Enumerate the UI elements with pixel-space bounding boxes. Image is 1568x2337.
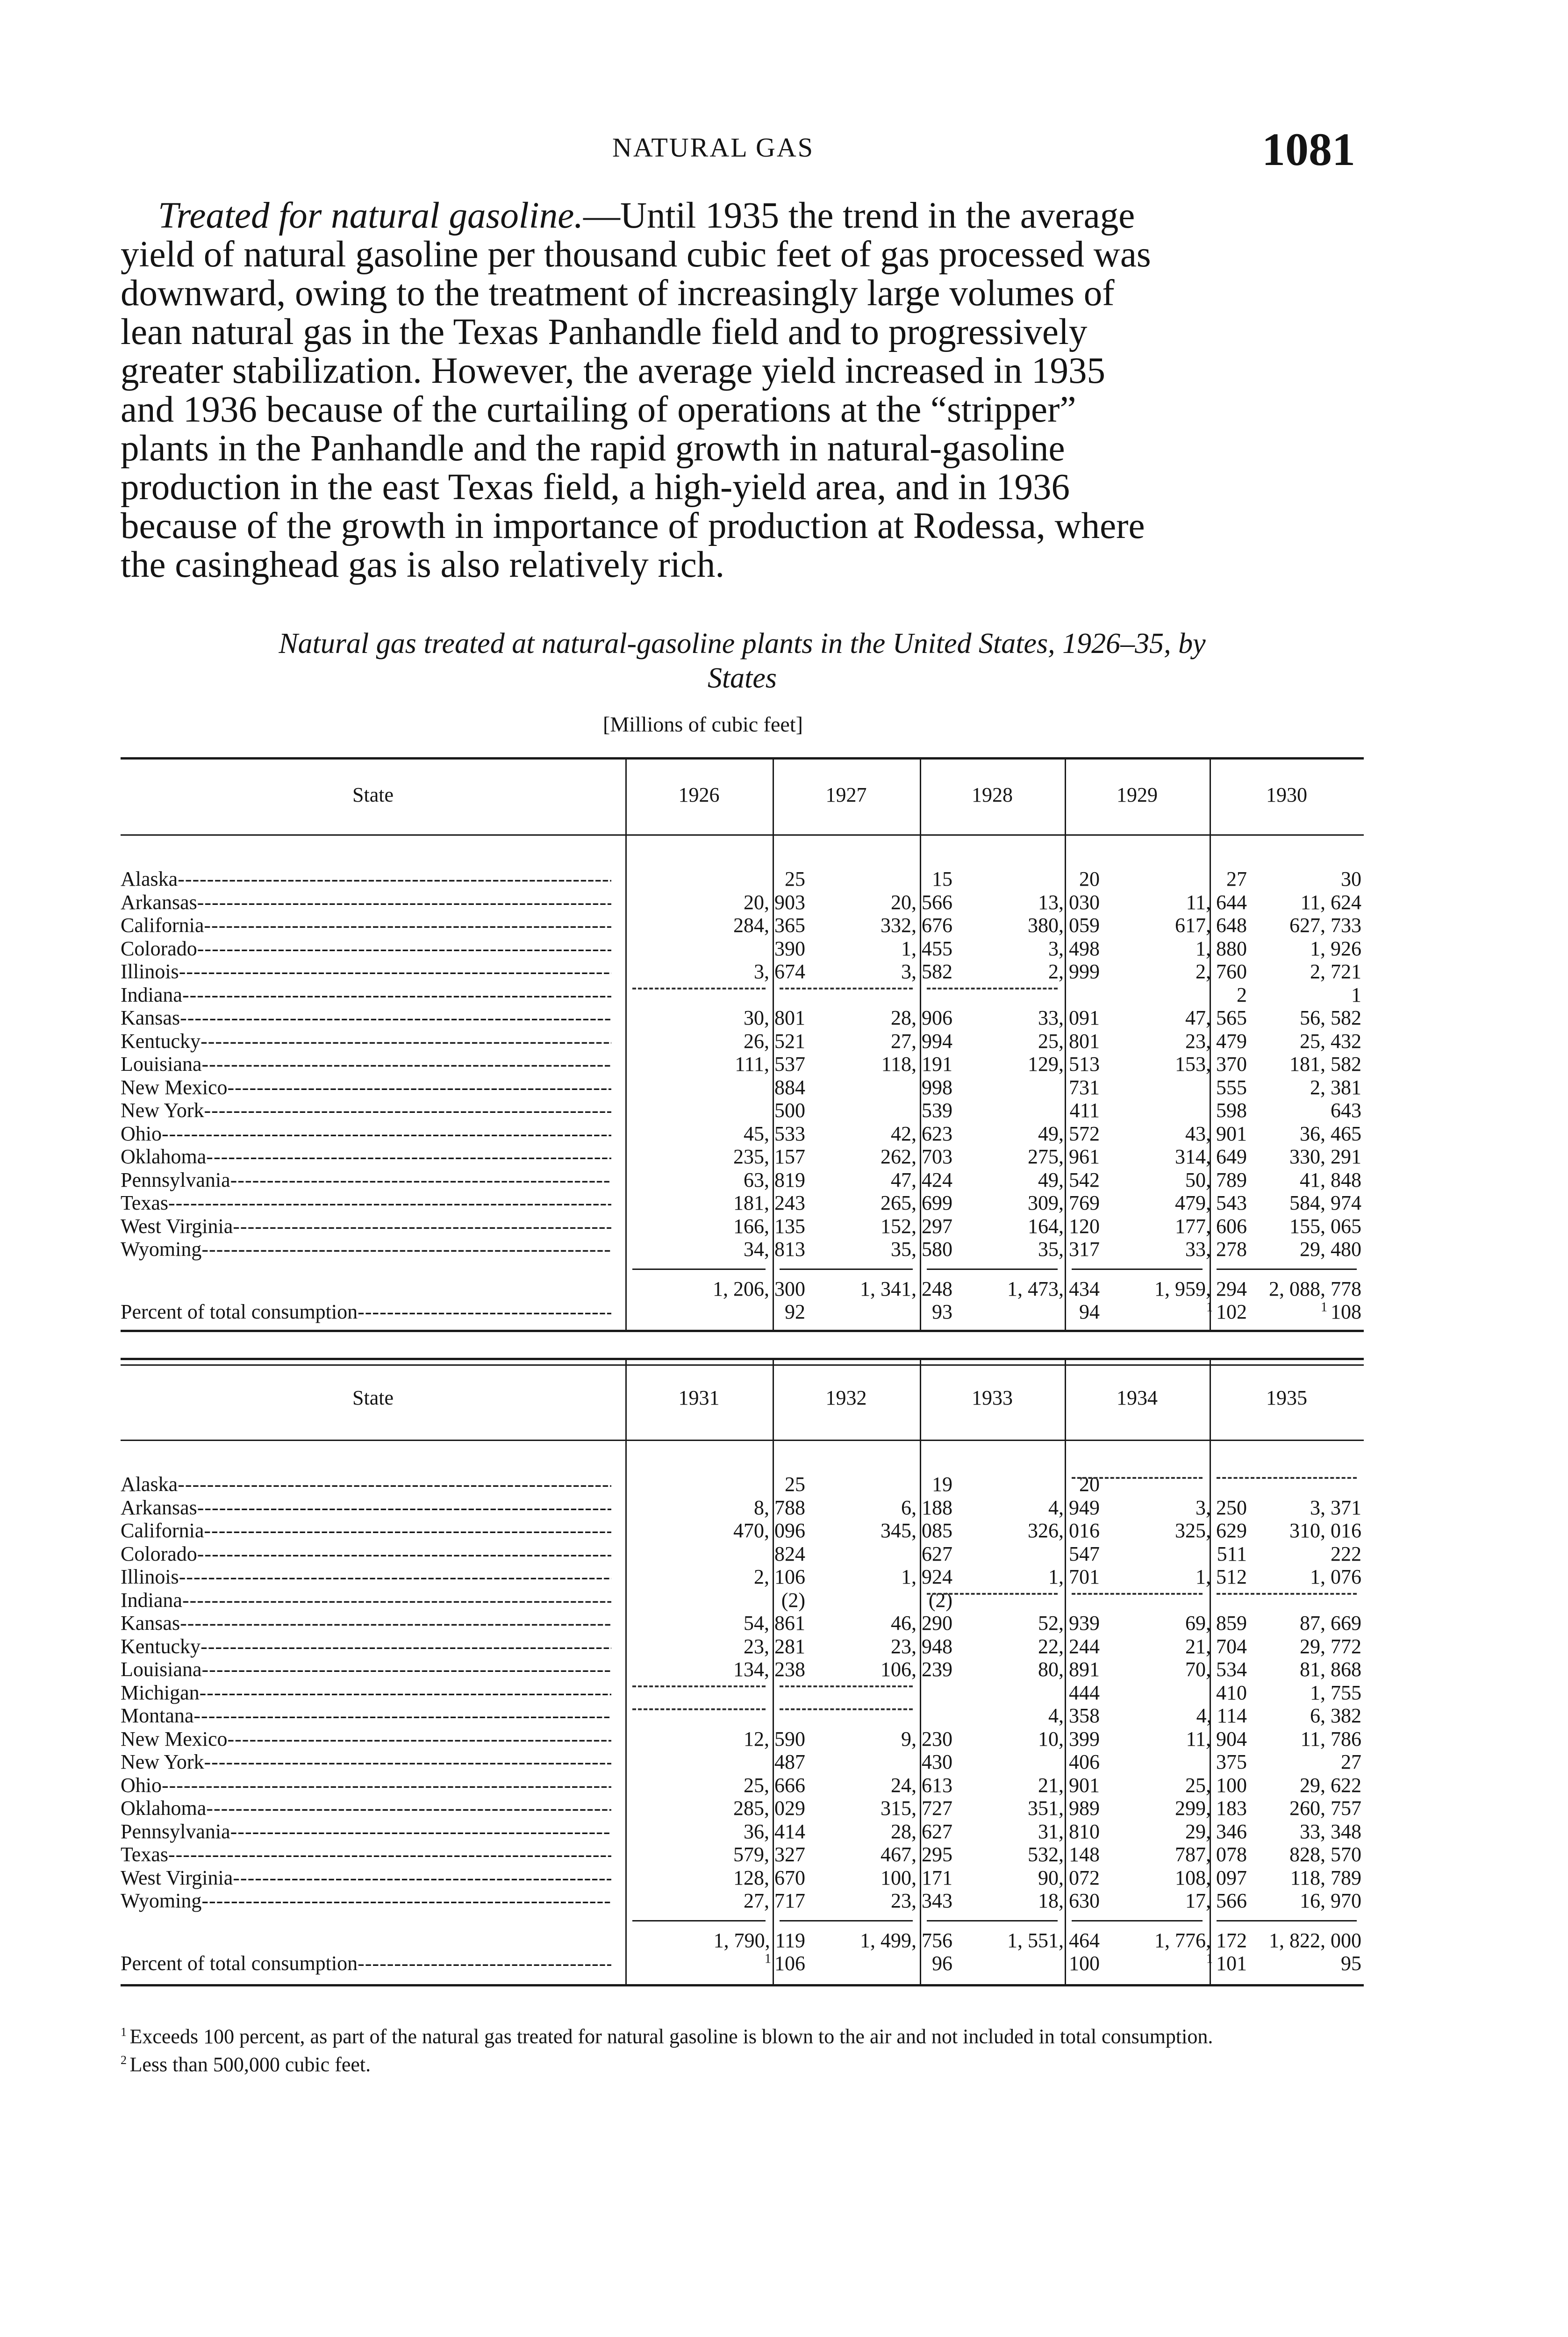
table-cell: 539 [922, 1099, 952, 1122]
table-cell: 380, 059 [1028, 914, 1100, 937]
table-cell: 299, 183 [1175, 1797, 1247, 1820]
table-cell: 63, 819 [744, 1168, 805, 1191]
table-cell: 731 [1069, 1075, 1100, 1099]
table-cell: 33, 348 [1300, 1820, 1361, 1843]
totals-rule [632, 1269, 766, 1270]
table-cell: 18, 630 [1038, 1889, 1100, 1912]
table-cell: 164, 120 [1028, 1214, 1100, 1238]
table-cell: 128, 670 [733, 1866, 805, 1889]
percent-row-label: Percent of total consumption ----- [121, 1951, 611, 1975]
paragraph-line: lean natural gas in the Texas Panhandle field and to progressively [121, 312, 1088, 352]
paragraph-line [121, 196, 1364, 235]
table-cell: 1, 880 [1196, 937, 1247, 960]
row-state-label: Kansas ----- [121, 1006, 611, 1030]
table-cell: 36, 414 [744, 1820, 805, 1843]
table-cell: 617, 648 [1175, 914, 1247, 937]
table-cell: 166, 135 [733, 1214, 805, 1238]
table-cell: 2, 381 [1310, 1075, 1361, 1099]
paragraph-line: and 1936 because of the curtailing of operations at the “stripper” [121, 389, 1076, 430]
caption-line-1: Natural gas treated at natural-gasoline plants in the United States, 1926–35, by [279, 628, 1206, 660]
column-header-state: State [352, 1386, 394, 1409]
row-state-label: Louisiana ----- [121, 1052, 611, 1076]
row-state-label: Alaska ----- [121, 1472, 611, 1496]
table-cell: 411 [1069, 1099, 1100, 1122]
table-cell: 34, 813 [744, 1238, 805, 1261]
column-header-year: 1927 [825, 783, 867, 806]
table-cell: 627 [922, 1542, 952, 1565]
table-cell: 23, 479 [1185, 1029, 1247, 1053]
footnote-mark: 1 [121, 2025, 130, 2039]
row-state-label: New Mexico ----- [121, 1727, 611, 1751]
table-cell: 444 [1069, 1681, 1100, 1704]
table-cell: 27 [1341, 1750, 1361, 1773]
totals-rule [1217, 1269, 1357, 1270]
table-cell: 824 [774, 1542, 805, 1565]
cell-dash [780, 1708, 913, 1710]
column-header-year: 1934 [1117, 1386, 1158, 1409]
table-cell: 500 [774, 1099, 805, 1122]
table-top-rule [121, 1358, 1364, 1360]
paragraph-line: downward, owing to the treatment of increasingly large volumes of [121, 273, 1115, 314]
totals-rule [780, 1920, 913, 1921]
cell-dash [632, 1708, 766, 1710]
percent-cell: $^1$ 102 [1206, 1300, 1247, 1323]
table-cell: 16, 970 [1300, 1889, 1361, 1912]
table-cell: 21, 704 [1185, 1634, 1247, 1658]
table-cell: 1, 455 [901, 937, 952, 960]
totals-rule [927, 1920, 1058, 1921]
cell-dash [780, 1685, 913, 1687]
total-cell: 1, 959, 294 [1154, 1277, 1247, 1300]
paragraph-line: yield of natural gasoline per thousand cubic feet of gas processed was [121, 234, 1151, 275]
table-cell: 70, 534 [1185, 1658, 1247, 1681]
table-cell: 118, 789 [1290, 1866, 1361, 1889]
cell-dash [1072, 1593, 1203, 1595]
column-header-year: 1932 [825, 1386, 867, 1409]
table-cell: 579, 327 [733, 1843, 805, 1866]
row-state-label: Texas ----- [121, 1842, 611, 1866]
cell-dash [780, 988, 913, 989]
table-cell: 532, 148 [1028, 1843, 1100, 1866]
row-state-label: Arkansas ----- [121, 890, 611, 914]
row-state-label: Indiana ----- [121, 983, 611, 1007]
table-cell: 330, 291 [1289, 1145, 1361, 1168]
table-cell: 410 [1216, 1681, 1247, 1704]
percent-cell: 95 [1341, 1952, 1361, 1975]
table-cell: 309, 769 [1028, 1191, 1100, 1214]
row-state-label: Kansas ----- [121, 1611, 611, 1635]
table-cell: 285, 029 [733, 1797, 805, 1820]
total-cell: 1, 790, 119 [713, 1928, 805, 1952]
cell-dash [927, 988, 1058, 989]
table-cell: 30, 801 [744, 1006, 805, 1029]
totals-rule [1072, 1920, 1203, 1921]
cell-dash [1217, 1593, 1357, 1595]
total-cell: 1, 473, 434 [1007, 1277, 1100, 1300]
table-cell: 310, 016 [1289, 1519, 1361, 1542]
table-caption [121, 626, 1364, 695]
row-state-label: Michigan ----- [121, 1681, 611, 1705]
table-cell: 35, 317 [1038, 1238, 1100, 1261]
table-top-rule [121, 757, 1364, 760]
paragraph-lead: Treated for natural gasoline. [158, 195, 584, 236]
column-header-year: 1933 [972, 1386, 1013, 1409]
cell-dash [632, 1685, 766, 1687]
totals-rule [927, 1269, 1058, 1270]
totals-rule [780, 1269, 913, 1270]
table-cell: 598 [1216, 1099, 1247, 1122]
paragraph-line: production in the east Texas field, a high-yield area, and in 1936 [121, 467, 1070, 508]
column-header-year: 1929 [1117, 783, 1158, 806]
table-cell: 118, 191 [881, 1053, 952, 1075]
table-cell: 52, 939 [1038, 1612, 1100, 1634]
table-cell: 326, 016 [1028, 1519, 1100, 1542]
row-state-label: Kentucky ----- [121, 1029, 611, 1053]
row-state-label: Alaska ----- [121, 867, 611, 891]
totals-rule [1072, 1269, 1203, 1270]
table-cell: 29, 346 [1185, 1820, 1247, 1843]
table-cell: 22, 244 [1038, 1634, 1100, 1658]
table-cell: 511 [1217, 1542, 1247, 1565]
table-cell: 345, 085 [881, 1519, 952, 1542]
percent-cell: $^1$ 108 [1321, 1300, 1361, 1323]
running-header: NATURAL GAS [612, 132, 815, 163]
table-cell: 467, 295 [881, 1843, 952, 1866]
percent-cell: 92 [785, 1300, 805, 1323]
table-cell: 100, 171 [881, 1866, 952, 1889]
total-cell: 1, 341, 248 [860, 1277, 952, 1300]
table-cell: 31, 810 [1038, 1820, 1100, 1843]
table-cell: 47, 565 [1185, 1006, 1247, 1029]
table-cell: 19 [932, 1473, 952, 1496]
table-cell: 15 [932, 867, 952, 890]
row-state-label: Arkansas ----- [121, 1496, 611, 1520]
table-cell: 29, 480 [1300, 1238, 1361, 1261]
table-cell: 23, 343 [891, 1889, 952, 1912]
table-cell: 547 [1069, 1542, 1100, 1565]
row-state-label: New York ----- [121, 1750, 611, 1774]
table-cell: 26, 521 [744, 1029, 805, 1053]
table-cell: 87, 669 [1300, 1612, 1361, 1634]
table-cell: 23, 948 [891, 1634, 952, 1658]
table-cell: 998 [922, 1075, 952, 1099]
table-cell: 152, 297 [881, 1214, 952, 1238]
table-cell: 2 [1237, 983, 1247, 1006]
table-cell: 23, 281 [744, 1634, 805, 1658]
percent-row-label: Percent of total consumption ----- [121, 1300, 611, 1324]
table-cell: (2) [928, 1588, 952, 1612]
table-cell: 43, 901 [1185, 1122, 1247, 1145]
row-state-label: Texas ----- [121, 1191, 611, 1215]
row-state-label: Pennsylvania ----- [121, 1168, 611, 1192]
table-cell: 351, 989 [1028, 1797, 1100, 1820]
table-cell: 275, 961 [1028, 1145, 1100, 1168]
table-cell: 134, 238 [733, 1658, 805, 1681]
footnote-mark: 1 [1206, 1300, 1216, 1315]
table-cell: 111, 537 [735, 1053, 805, 1075]
table-cell: 6, 188 [901, 1496, 952, 1519]
column-header-year: 1930 [1266, 783, 1307, 806]
table-cell: 21, 901 [1038, 1773, 1100, 1797]
table-cell: 4, 114 [1196, 1704, 1247, 1727]
table-cell: 12, 590 [744, 1727, 805, 1750]
table-cell: 20 [1079, 1473, 1100, 1496]
table-cell: 1 [1351, 983, 1361, 1006]
table-cell: 8, 788 [754, 1496, 805, 1519]
row-state-label: California ----- [121, 1519, 611, 1542]
table-cell: 29, 622 [1300, 1773, 1361, 1797]
table-cell: 56, 582 [1300, 1006, 1361, 1029]
footnotes [121, 2021, 1364, 2076]
table-cell: 406 [1069, 1750, 1100, 1773]
total-cell: 1, 822, 000 [1269, 1928, 1361, 1952]
table-cell: 479, 543 [1175, 1191, 1247, 1214]
table-cell: 487 [774, 1750, 805, 1773]
column-divider [625, 1358, 627, 1984]
row-state-label: Pennsylvania ----- [121, 1820, 611, 1843]
total-cell: 2, 088, 778 [1269, 1277, 1361, 1300]
table-cell: 80, 891 [1038, 1658, 1100, 1681]
footnote-mark: 2 [121, 2053, 130, 2067]
column-divider [625, 757, 627, 1330]
table-cell: 325, 629 [1175, 1519, 1247, 1542]
paragraph-line-text: —Until 1935 the trend in the average [583, 195, 1135, 236]
row-state-label: West Virginia ----- [121, 1866, 611, 1890]
table-cell: 1, 926 [1310, 937, 1361, 960]
table-cell: 129, 513 [1028, 1053, 1100, 1075]
table-cell: 36, 465 [1300, 1122, 1361, 1145]
table-cell: 20, 903 [744, 890, 805, 914]
units-note: [Millions of cubic feet] [603, 712, 803, 736]
table-cell: 13, 030 [1038, 890, 1100, 914]
table-cell: 1, 701 [1048, 1565, 1100, 1588]
table-cell: 9, 230 [901, 1727, 952, 1750]
total-cell: 1, 499, 756 [860, 1928, 952, 1952]
table-cell: (2) [781, 1588, 805, 1612]
row-state-label: Ohio ----- [121, 1773, 611, 1797]
table-cell: 41, 848 [1300, 1168, 1361, 1191]
table-cell: 108, 097 [1175, 1866, 1247, 1889]
row-state-label: New Mexico ----- [121, 1075, 611, 1099]
table-cell: 50, 789 [1185, 1168, 1247, 1191]
cell-dash [632, 988, 766, 989]
body-paragraph [121, 196, 1364, 584]
footnote: $^2$ Less than 500,000 cubic feet. [121, 2053, 371, 2076]
table-cell: 177, 606 [1175, 1214, 1247, 1238]
table-cell: 828, 570 [1289, 1843, 1361, 1866]
percent-cell: $^1$ 101 [1206, 1951, 1247, 1975]
column-header-year: 1926 [678, 783, 720, 806]
column-header-state: State [352, 783, 394, 806]
table-cell: 27, 717 [744, 1889, 805, 1912]
footnote: $^1$ Exceeds 100 percent, as part of the natural gas treated for natural gasoline is blown to the air and not included in total consumption. [121, 2025, 1213, 2048]
table-cell: 25, 100 [1185, 1773, 1247, 1797]
table-cell: 27 [1226, 867, 1247, 890]
table-cell: 1, 755 [1310, 1681, 1361, 1704]
table-cell: 49, 542 [1038, 1168, 1100, 1191]
table-cell: 1, 076 [1310, 1565, 1361, 1588]
row-state-label: Illinois ----- [121, 1565, 611, 1589]
table-cell: 46, 290 [891, 1612, 952, 1634]
row-state-label: Indiana ----- [121, 1588, 611, 1612]
paragraph-line: because of the growth in importance of production at Rodessa, where [121, 506, 1145, 546]
row-state-label: Kentucky ----- [121, 1634, 611, 1658]
row-state-label: Wyoming ----- [121, 1237, 611, 1261]
table-cell: 3, 371 [1310, 1496, 1361, 1519]
table-cell: 25 [785, 867, 805, 890]
percent-cell: 100 [1069, 1952, 1100, 1975]
row-state-label: West Virginia ----- [121, 1214, 611, 1238]
table-cell: 265, 699 [881, 1191, 952, 1214]
table-cell: 33, 091 [1038, 1006, 1100, 1029]
percent-cell: $^1$ 106 [765, 1951, 805, 1975]
column-header-year: 1928 [972, 783, 1013, 806]
page-number: 1081 [1262, 123, 1355, 175]
table-cell: 25, 801 [1038, 1029, 1100, 1053]
table-cell: 45, 533 [744, 1122, 805, 1145]
table-cell: 332, 676 [881, 914, 952, 937]
footnote-mark: 1 [1206, 1951, 1216, 1966]
percent-cell: 96 [932, 1952, 952, 1975]
column-header-year: 1935 [1266, 1386, 1307, 1409]
table-cell: 284, 365 [733, 914, 805, 937]
row-state-label: Colorado ----- [121, 937, 611, 961]
table-cell: 20 [1079, 867, 1100, 890]
table-cell: 4, 358 [1048, 1704, 1100, 1727]
table-cell: 390 [774, 937, 805, 960]
table-cell: 470, 096 [733, 1519, 805, 1542]
table-cell: 106, 239 [881, 1658, 952, 1681]
table-cell: 10, 399 [1038, 1727, 1100, 1750]
row-state-label: Oklahoma ----- [121, 1145, 611, 1168]
table-cell: 153, 370 [1175, 1053, 1247, 1075]
table-cell: 20, 566 [891, 890, 952, 914]
table-cell: 2, 721 [1310, 960, 1361, 983]
row-state-label: Ohio ----- [121, 1122, 611, 1146]
row-state-label: New York ----- [121, 1098, 611, 1122]
table-cell: 28, 906 [891, 1006, 952, 1029]
table-cell: 4, 949 [1048, 1496, 1100, 1519]
table-cell: 3, 250 [1196, 1496, 1247, 1519]
footnote-mark: 1 [1321, 1300, 1331, 1315]
table-cell: 25, 432 [1300, 1029, 1361, 1053]
table-cell: 430 [922, 1750, 952, 1773]
paragraph-line: greater stabilization. However, the average yield increased in 1935 [121, 351, 1106, 391]
table-cell: 375 [1216, 1750, 1247, 1773]
table-cell: 11, 904 [1186, 1727, 1247, 1750]
paragraph-line: the casinghead gas is also relatively rich. [121, 545, 725, 585]
table-header-rule [121, 1440, 1364, 1441]
table-cell: 627, 733 [1289, 914, 1361, 937]
table-cell: 81, 868 [1300, 1658, 1361, 1681]
table-cell: 17, 566 [1185, 1889, 1247, 1912]
row-state-label: Wyoming ----- [121, 1889, 611, 1913]
table-cell: 2, 106 [754, 1565, 805, 1588]
table-cell: 24, 613 [891, 1773, 952, 1797]
table-cell: 33, 278 [1185, 1238, 1247, 1261]
table-cell: 235, 157 [733, 1145, 805, 1168]
table-cell: 1, 512 [1196, 1565, 1247, 1588]
table-cell: 181, 243 [733, 1191, 805, 1214]
row-state-label: Oklahoma ----- [121, 1796, 611, 1820]
table-cell: 643 [1331, 1099, 1361, 1122]
table-cell: 155, 065 [1289, 1214, 1361, 1238]
row-state-label: Louisiana ----- [121, 1657, 611, 1681]
total-cell: 1, 206, 300 [713, 1277, 805, 1300]
table-cell: 11, 624 [1300, 890, 1361, 914]
table-cell: 2, 999 [1048, 960, 1100, 983]
totals-rule [1217, 1920, 1357, 1921]
table-cell: 28, 627 [891, 1820, 952, 1843]
table-cell: 314, 649 [1175, 1145, 1247, 1168]
cell-dash [1072, 1477, 1203, 1479]
row-state-label: Montana ----- [121, 1704, 611, 1728]
table-cell: 260, 757 [1289, 1797, 1361, 1820]
table-cell: 25 [785, 1473, 805, 1496]
total-cell: 1, 776, 172 [1154, 1928, 1247, 1952]
row-state-label: Colorado ----- [121, 1542, 611, 1566]
cell-dash [927, 1593, 1058, 1595]
table-cell: 555 [1216, 1075, 1247, 1099]
totals-rule [632, 1920, 766, 1921]
table-cell: 2, 760 [1196, 960, 1247, 983]
table-bottom-rule [121, 1984, 1364, 1986]
table-cell: 884 [774, 1075, 805, 1099]
percent-cell: 94 [1079, 1300, 1100, 1323]
table-cell: 49, 572 [1038, 1122, 1100, 1145]
table-cell: 584, 974 [1289, 1191, 1361, 1214]
table-cell: 262, 703 [881, 1145, 952, 1168]
table-cell: 69, 859 [1185, 1612, 1247, 1634]
table-header-rule [121, 834, 1364, 836]
table-top-rule [121, 1364, 1364, 1366]
table-cell: 29, 772 [1300, 1634, 1361, 1658]
table-cell: 90, 072 [1038, 1866, 1100, 1889]
table-cell: 315, 727 [881, 1797, 952, 1820]
caption-line-2: States [707, 662, 777, 694]
cell-dash [1217, 1477, 1357, 1479]
table-cell: 181, 582 [1289, 1053, 1361, 1075]
table-cell: 27, 994 [891, 1029, 952, 1053]
row-state-label: Illinois ----- [121, 960, 611, 983]
table-cell: 25, 666 [744, 1773, 805, 1797]
table-cell: 1, 924 [901, 1565, 952, 1588]
table-cell: 3, 498 [1048, 937, 1100, 960]
table-cell: 222 [1331, 1542, 1361, 1565]
table-cell: 11, 644 [1186, 890, 1247, 914]
table-bottom-rule [121, 1330, 1364, 1332]
table-cell: 6, 382 [1310, 1704, 1361, 1727]
table-cell: 35, 580 [891, 1238, 952, 1261]
percent-cell: 93 [932, 1300, 952, 1323]
table-cell: 3, 582 [901, 960, 952, 983]
table-cell: 47, 424 [891, 1168, 952, 1191]
table-cell: 11, 786 [1300, 1727, 1361, 1750]
row-state-label: California ----- [121, 913, 611, 937]
table-cell: 30 [1341, 867, 1361, 890]
column-header-year: 1931 [678, 1386, 720, 1409]
footnote-mark: 1 [765, 1951, 774, 1966]
paragraph-line: plants in the Panhandle and the rapid growth in natural-gasoline [121, 428, 1065, 469]
table-cell: 42, 623 [891, 1122, 952, 1145]
table-cell: 787, 078 [1175, 1843, 1247, 1866]
total-cell: 1, 551, 464 [1007, 1928, 1100, 1952]
table-cell: 3, 674 [754, 960, 805, 983]
table-cell: 54, 861 [744, 1612, 805, 1634]
